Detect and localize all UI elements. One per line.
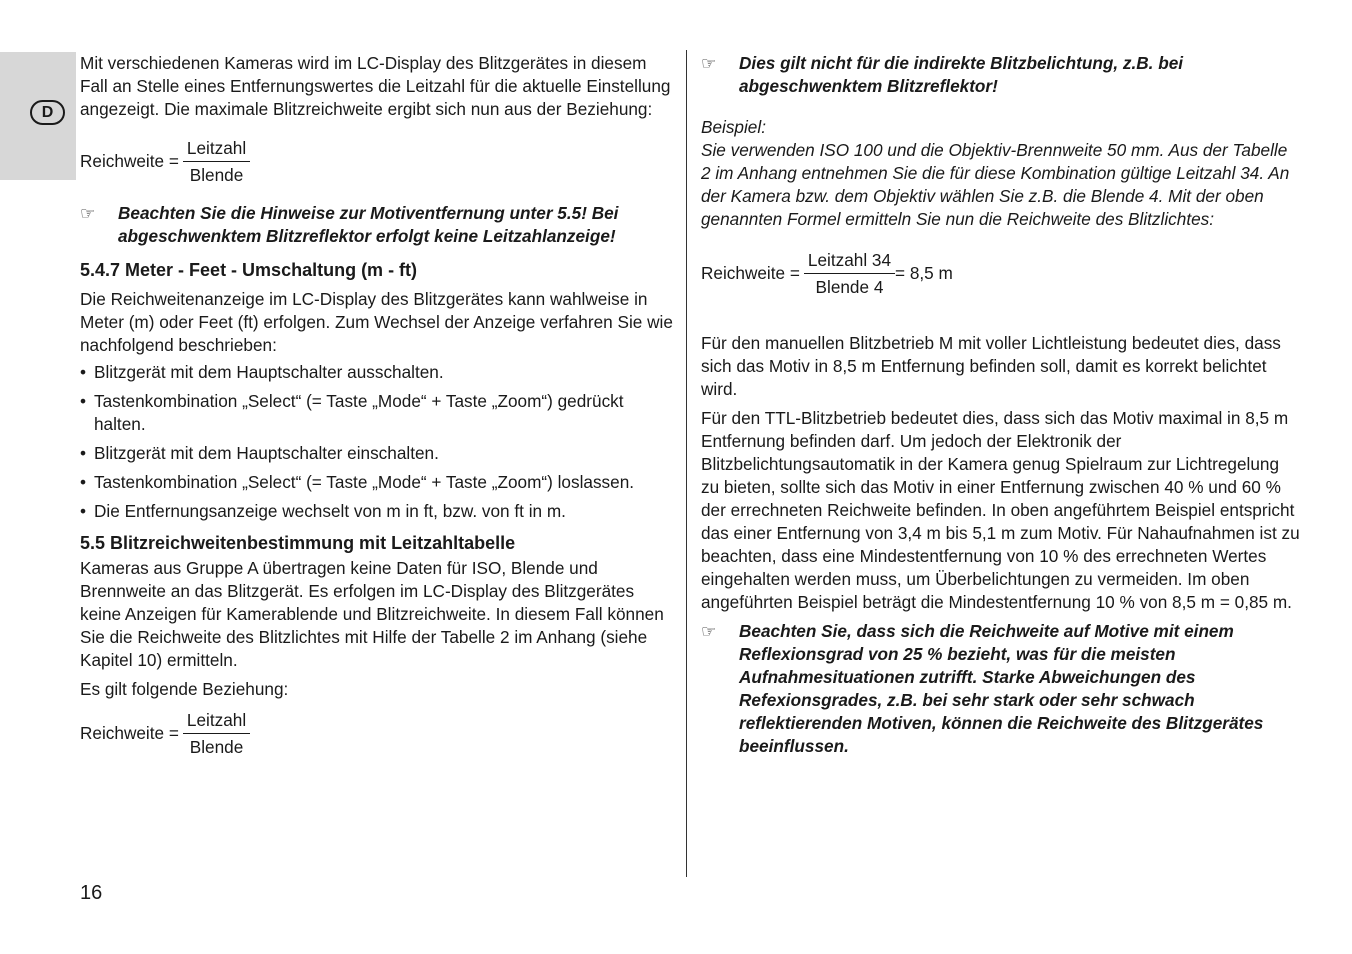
formula-fraction [183,709,250,758]
manual-mode-paragraph: Für den manuellen Blitzbetrieb M mit voller Lichtleistung bedeutet dies, dass sich das Motiv in 8,5 m Entfernung befinden soll, damit es korrekt belichtet wird. [701,333,1281,399]
formula-lhs: Reichweite = [701,263,800,283]
formula-denominator: Blende 4 [815,277,884,297]
intro-paragraph: Mit verschiedenen Kameras wird im LC-Display des Blitzgerätes in diesem Fall an Stelle eines Entfernungswertes die Leitzahl für die aktuelle Einstellung angezeigt. Die maximale Blitzreichweite ergibt sich nun aus der Beziehung: [80,53,671,119]
range-formula-1 [80,137,674,186]
formula-numerator: Leitzahl 34 [804,249,895,274]
page-number: 16 [80,882,103,904]
hint-note [701,620,1301,758]
formula-lhs: Reichweite = [80,151,179,171]
formula-denominator: Blende [189,737,244,757]
hint-text: Dies gilt nicht für die indirekte Blitzbelichtung, z.B. bei abgeschwenktem Blitzreflektor! [739,53,1184,96]
pointing-hand-icon: ☞ [701,622,717,641]
example-formula [701,249,1301,298]
formula-result: = 8,5 m [895,263,953,283]
hint-note [80,202,674,248]
formula-numerator: Leitzahl [183,709,250,734]
steps-list [80,361,674,523]
example-label: Beispiel: [701,117,766,137]
left-column [80,52,674,758]
formula-numerator: Leitzahl [183,137,250,162]
section-heading-range: 5.5 Blitzreichweitenbestimmung mit Leitzahltabelle [80,533,516,553]
pointing-hand-icon: ☞ [80,204,96,223]
range-paragraph: Kameras aus Gruppe A übertragen keine Daten für ISO, Blende und Brennweite an das Blitzgerät. Es erfolgen im LC-Display des Blitzgerätes keine Anzeigen für Kamerablende und Blitzreichweite. In diesem Fall können Sie die Reichweite des Blitzlichtes mit Hilfe der Tabelle 2 im Anhang (siehe Kapitel 10) ermitteln. [80,558,664,670]
hint-text: Beachten Sie, dass sich die Reichweite auf Motive mit einem Reflexionsgrad von 25 % bezieht, was für die meisten Aufnahmesituationen zutrifft. Starke Abweichungen des Refexionsgrades, z.B. bei sehr stark oder sehr schwach reflektierenden Motiven, können die Reichweite des Blitzgerätes beeinflussen. [739,621,1264,756]
formula-fraction [183,137,250,186]
example-text: Sie verwenden ISO 100 und die Objektiv-Brennweite 50 mm. Aus der Tabelle 2 im Anhang entnehmen Sie die für diese Kombination gültige Leitzahl 34. An der Kamera bzw. dem Objektiv wählen Sie z.B. die Blende 4. Mit der oben genannten Formel ermitteln Sie nun die Reichweite des Blitzlichtes: [701,140,1290,229]
hint-note [701,52,1301,98]
pointing-hand-icon: ☞ [701,54,717,73]
list-item: • Die Entfernungsanzeige wechselt von m in ft, bzw. von ft in m. [80,501,566,521]
formula-lhs: Reichweite = [80,723,179,743]
right-column [701,52,1301,758]
range-formula-2 [80,709,674,758]
hint-text: Beachten Sie die Hinweise zur Motiventfernung unter 5.5! Bei abgeschwenktem Blitzreflektor erfolgt keine Leitzahlanzeige! [118,203,619,246]
list-item: • Blitzgerät mit dem Hauptschalter einschalten. [80,443,439,463]
list-item: • Tastenkombination „Select“ (= Taste „Mode“ + Taste „Zoom“) loslassen. [80,472,635,492]
ttl-mode-paragraph: Für den TTL-Blitzbetrieb bedeutet dies, dass sich das Motiv maximal in 8,5 m Entfernung befinden darf. Um jedoch der Elektronik der Blitzbelichtungsautomatik in der Kamera genug Spielraum zur Lichtregelung zu bieten, sollte sich das Motiv in einer Entfernung zwischen 40 % und 60 % der errechneten Reichweite befinden. In oben angeführtem Beispiel entspricht das einer Entfernung von 3,4 m bis 5,1 m zum Motiv. Für Nahaufnahmen ist zu beachten, dass eine Mindestentfernung von 10 % des errechneten Wertes eingehalten werden muss, um Überbelichtungen zu vermeiden. Im oben angeführten Beispiel beträgt die Mindestentfernung 10 % von 8,5 m = 0,85 m. [701,408,1300,612]
formula-denominator: Blende [189,165,244,185]
list-item: • Tastenkombination „Select“ (= Taste „Mode“ + Taste „Zoom“) gedrückt halten. [80,391,624,434]
section-heading-meter-feet: 5.4.7 Meter - Feet - Umschaltung (m - ft) [80,260,418,280]
column-divider [686,50,687,877]
list-item: • Blitzgerät mit dem Hauptschalter ausschalten. [80,362,444,382]
formula-fraction [804,249,895,298]
language-tab-letter: D [30,100,65,125]
relation-paragraph: Es gilt folgende Beziehung: [80,679,289,699]
meter-feet-paragraph: Die Reichweitenanzeige im LC-Display des Blitzgerätes kann wahlweise in Meter (m) oder Feet (ft) erfolgen. Zum Wechsel der Anzeige verfahren Sie wie nachfolgend beschrieben: [80,289,673,355]
